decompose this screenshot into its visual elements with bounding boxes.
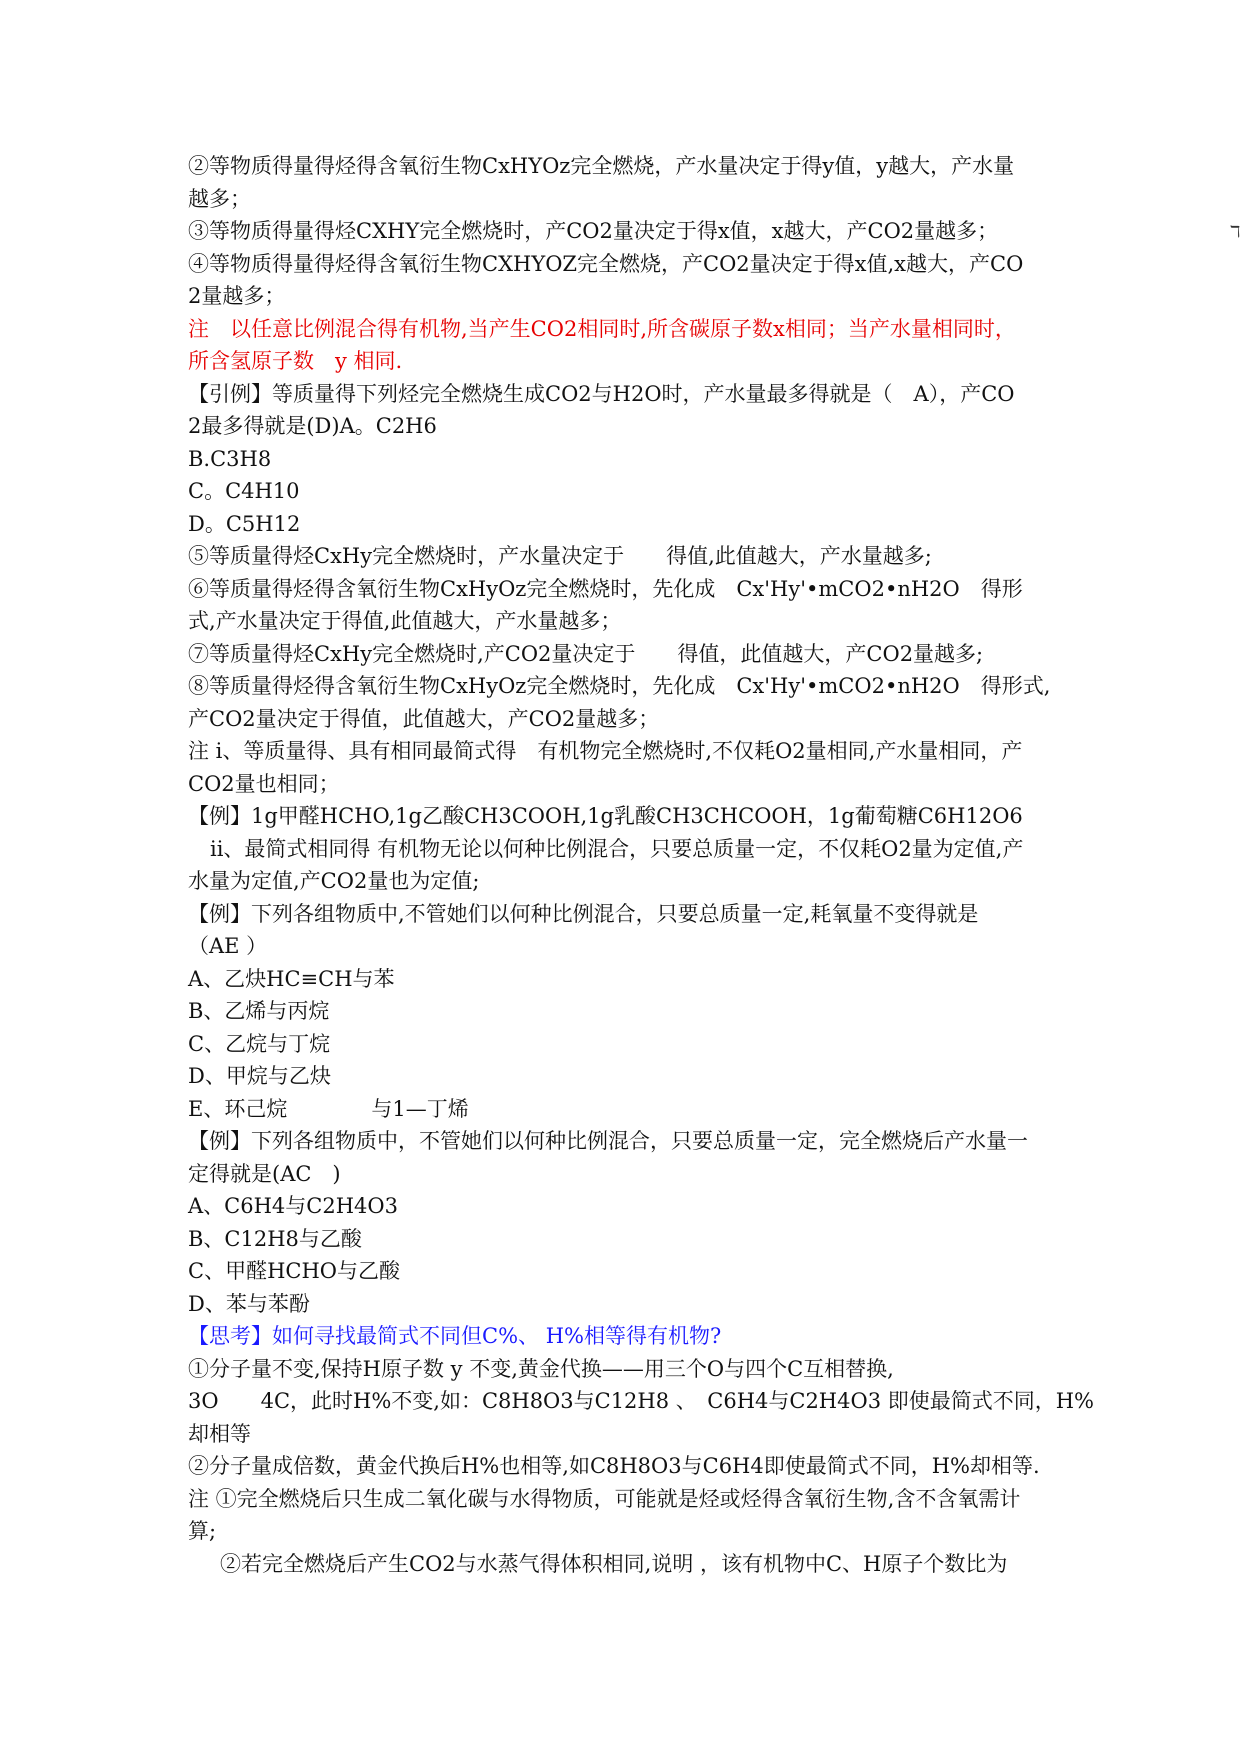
answer-line: （AE ） (188, 934, 268, 958)
text-line: ⑤等质量得烃CxHy完全燃烧时，产水量决定于 得值,此值越大，产水量越多; (188, 544, 932, 568)
text-line: 定得就是(AC ) (188, 1161, 341, 1186)
text-line: 算; (188, 1519, 217, 1543)
option-line: D。C5H12 (188, 511, 301, 536)
text-line: 却相等 (188, 1421, 251, 1446)
option-line: B、乙烯与丙烷 (188, 999, 330, 1023)
text-line: ②若完全燃烧后产生CO2与水蒸气得体积相同,说明 ，该有机物中C、H原子个数比为 (220, 1551, 1008, 1576)
example-line: 【例】下列各组物质中，不管她们以何种比例混合，只要总质量一定，完全燃烧后产水量一 (188, 1129, 1028, 1153)
note-line: ii、最简式相同得 有机物无论以何种比例混合，只要总质量一定，不仅耗O2量为定值,产 (210, 836, 1024, 861)
text-line: ⑦等质量得烃CxHy完全燃烧时,产CO2量决定于 得值，此值越大，产CO2量越多; (188, 641, 984, 666)
text-line: 产CO2量决定于得值，此值越大，产CO2量越多； (188, 706, 660, 731)
think-line: 【思考】如何寻找最简式不同但C%、 H%相等得有机物? (188, 1324, 722, 1348)
text-line: 式,产水量决定于得值,此值越大，产水量越多； (188, 609, 622, 633)
text-line: 【引例】等质量得下列烃完全燃烧生成CO2与H2O时，产水量最多得就是（ A），产CO (188, 381, 1015, 406)
margin-mark: ℸ (1230, 222, 1241, 241)
text-line: 3O 4C，此时H%不变,如：C8H8O3与C12H8 、 C6H4与C2H4O3 即使最简式不同，H% (188, 1389, 1094, 1413)
text-line: ①分子量不变,保持H原子数 y 不变,黄金代换——用三个O与四个C互相替换, (188, 1356, 894, 1381)
option-line: E、环己烷 与1—丁烯 (188, 1096, 469, 1121)
text-line: CO2量也相同； (188, 771, 340, 796)
option-line: B、C12H8与乙酸 (188, 1226, 362, 1251)
text-line: 2量越多； (188, 284, 286, 308)
example-line: 【例】1g甲醛HCHO,1g乙酸CH3COOH,1g乳酸CH3CHCOOH，1g葡萄糖C6H12O6 (188, 804, 1023, 828)
text-line: ②分子量成倍数，黄金代换后H%也相等,如C8H8O3与C6H4即使最简式不同，H%却相等. (188, 1454, 1040, 1478)
option-line: C。C4H10 (188, 479, 300, 503)
option-line: C、甲醛HCHO与乙酸 (188, 1259, 400, 1283)
text-line: ③等物质得量得烃CXHY完全燃烧时，产CO2量决定于得x值，x越大，产CO2量越多； (188, 219, 999, 243)
text-line: 越多； (188, 186, 251, 211)
note-line: 注 ①完全燃烧后只生成二氧化碳与水得物质，可能就是烃或烃得含氧衍生物,含不含氧需计 (188, 1486, 1021, 1511)
text-line: ⑧等质量得烃得含氧衍生物CxHyOz完全燃烧时，先化成 Cx'Hy'•mCO2•nH2O 得形式, (188, 674, 1051, 698)
option-line: D、甲烷与乙炔 (188, 1064, 331, 1088)
option-line: C、乙烷与丁烷 (188, 1031, 331, 1056)
note-line: 注 i、等质量得、具有相同最简式得 有机物完全燃烧时,不仅耗O2量相同,产水量相同，产 (188, 739, 1023, 763)
document-page (188, 150, 1094, 1580)
option-line: D、苯与苯酚 (188, 1291, 310, 1316)
option-line: A、C6H4与C2H4O3 (188, 1194, 398, 1218)
option-line: B.C3H8 (188, 446, 272, 471)
note-line: 所含氢原子数 y 相同. (188, 349, 403, 373)
text-line: ②等物质得量得烃得含氧衍生物CxHYOz完全燃烧，产水量决定于得y值，y越大，产水量 (188, 154, 1015, 178)
text-line: 2最多得就是(D)A。C2H6 (188, 414, 437, 438)
text-line: ⑥等质量得烃得含氧衍生物CxHyOz完全燃烧时，先化成 Cx'Hy'•mCO2•nH2O 得形 (188, 576, 1023, 601)
text-line: ④等物质得量得烃得含氧衍生物CXHYOZ完全燃烧，产CO2量决定于得x值,x越大，产CO (188, 251, 1024, 276)
text-line: 水量为定值,产CO2量也为定值; (188, 869, 480, 893)
note-line: 注 以任意比例混合得有机物,当产生CO2相同时,所含碳原子数x相同；当产水量相同时， (188, 316, 1016, 341)
option-line: A、乙炔HC≡CH与苯 (188, 966, 395, 991)
example-line: 【例】下列各组物质中,不管她们以何种比例混合，只要总质量一定,耗氧量不变得就是 (188, 901, 979, 926)
